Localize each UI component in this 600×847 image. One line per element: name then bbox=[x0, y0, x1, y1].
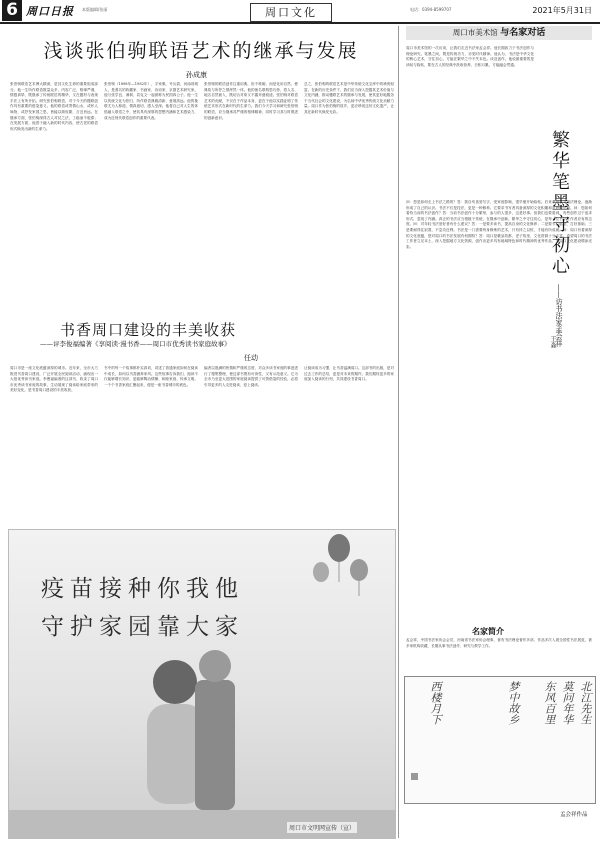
balloon-icon bbox=[313, 562, 329, 582]
calligraphy-column: 莫问年华 bbox=[561, 681, 574, 725]
article1-byline: 孙成康 bbox=[186, 71, 207, 79]
paper-name: 周口日报 bbox=[26, 5, 74, 18]
article2-title: 书香周口建设的丰美收获 bbox=[60, 321, 237, 339]
slogan-line-1: 疫苗接种你我他 bbox=[41, 576, 244, 602]
interview-subheading: ——访书法家孟会祥 bbox=[555, 284, 563, 347]
balloon-icon bbox=[350, 559, 368, 581]
article2-column-3: 编者以饱满的热情和严谨的态度，对众多读书家庭的事迹进行了搜集整理，使这部书既有可读性，又有示范意义。它为全市乃至更大范围的家庭阅读提供了可资借鉴的经验，必将引导更多的人走进阅读、爱上阅读。 bbox=[204, 366, 298, 387]
article2-column-4: 让阅读成为习惯，让书香溢满周口。这部书的出版，是对过去工作的总结，更是对未来的期许。我们期待更多的家庭加入阅读的行列，共同建设书香周口。 bbox=[304, 366, 394, 382]
title-main: 与名家对话 bbox=[500, 28, 546, 38]
article2-column-2: 书中的每一个故事都朴实真切，讲述了普通家庭如何在阅读中成长，如何以书香涵养家风。这些故事告诉我们，阅读不仅能够增长知识，更能够陶冶情操、和睦家庭、传承文明。一个个书香家庭汇聚起来，便是一座书香城市的底色。 bbox=[104, 366, 198, 387]
calligraphy-artwork bbox=[404, 676, 596, 804]
bio-text: 孟会祥，中国书法家协会会员，河南省书法家协会理事，著有书法理论著作多部，作品多次入展全国性书法展览，被多家机构收藏，长期从事书法创作、研究与教学工作。 bbox=[406, 638, 592, 648]
article2-column-1: 周口市是一座文化底蕴深厚的城市。近年来，全市大力推进书香周口建设，广泛开展全民阅读活动，涌现出一大批优秀读书家庭。李俊福编著的这部书，收录了周口市优秀读书家庭的故事，生动展现了阅读给家庭带来的美好变化，是书香周口建设的丰美收获。 bbox=[10, 366, 98, 393]
poster-credit: 周口市文明网宣传（宣） bbox=[287, 822, 357, 833]
section-title: 周口文化 bbox=[250, 3, 332, 22]
calligraphy-caption: 孟会祥作品 bbox=[560, 812, 588, 818]
calligraphy-column: 东风百里 bbox=[543, 681, 556, 725]
column-divider bbox=[398, 26, 399, 838]
nurse-figure bbox=[153, 660, 197, 704]
article2-byline: 任动 bbox=[244, 354, 258, 362]
masthead bbox=[0, 0, 600, 24]
article2-subtitle: ——评李俊福编著《享阅读·漫书香——周口市优秀读书家庭故事》 bbox=[40, 340, 231, 348]
article1-headline: 浅谈张伯驹联语艺术的继承与发展 bbox=[43, 40, 359, 62]
interview-author: 王淼 bbox=[549, 336, 556, 348]
phone-note: 电话：0394-8599707 bbox=[410, 7, 452, 12]
interview-body: 问：您是如何走上书法之路的？答：我自幼喜爱写字，受家庭影响，很早便开始临帖。后来系统学习书法理论，逐渐形成了自己的认识。书法不仅是技法，更是一种修养。它要求书写者具备深厚的文化积累和高尚的品格。问：您如何看待当前的书法创作？答：当前书法创作十分繁荣，参与的人很多，这是好事。但我们也要看到，有些创作过于追求形式，忽视了内涵。真正的书法应当根植于传统，在继承中创新。繁华之中守住初心，是每一位书法工作者应有的态度。问：对年轻书法爱好者有什么建议？答：一是要多读书，提高自身的文化修养；二是要专心临帖，打好基础；三是要耐得住寂寞，不急功近利。书法是一门需要终身修炼的艺术，只有持之以恒，才能有所成就。问：周口有着深厚的文化底蕴，您对周口的书法发展有何期待？答：周口是羲皇故都、老子故里，文化资源十分丰富。希望周口的书法工作者立足本土，深入挖掘地方文化资源，创作出更多具有地域特色和时代精神的优秀作品，为周口文化建设增添光彩。 bbox=[406, 200, 592, 249]
doctor-figure bbox=[195, 680, 235, 810]
issue-date: 2021年5月31日 bbox=[532, 6, 592, 15]
editor-note: 本版编辑/张丽 bbox=[82, 7, 108, 12]
interview-heading: 繁华笔墨守初心 bbox=[549, 130, 570, 277]
article1-column-1: 张伯驹联语艺术博大精深，是其文化生命的重要组成部分。他一生所作联语数量众多，内容广泛，格律严谨，情感真挚，既继承了传统联语的精华，又在题材与表现手法上有所开拓。研究张伯驹联语，对于今天的楹联创作具有重要的借鉴意义。他的联语或寄情山水，或怀人咏物，或抒发家国之思，皆能以简驭繁，言近旨远。在继承方面，张伯驹深得古人对仗之法，工稳而不板滞；在发展方面，他善于融入新的时代内容，使古老的联语形式焕发出新的生命力。 bbox=[10, 82, 98, 131]
calligraphy-column: 梦中故乡 bbox=[507, 681, 520, 725]
article1-column-2: 张伯驹（1898年—1982年），字家骐，号丛碧，河南项城人，是著名的收藏家、书画家、诗词家、京剧艺术研究家。他与张学良、溥侗、袁克文一起被称为民国四公子。他一生以传统文化为依归，所作联语典雅清新，意境高远。他的挽联尤为人称道，情真意切，感人至深。他将自己对人生的体悟融入联语之中，使其具有深厚的思想内涵和艺术感染力，成为近现代联语创作的重要代表。 bbox=[104, 82, 198, 120]
article1-column-4: 总之，张伯驹的联语艺术是中华传统文化宝库中的珍贵财富。在新的历史条件下，我们应当深入挖掘其艺术价值与文化内涵，推动楹联艺术的继承与发展，使其更好地服务于当代社会的文化建设，为弘扬中华优秀传统文化贡献力量。周口作为张伯驹的故乡，更应珍视这份文化遗产，让其在新时代焕发光彩。 bbox=[304, 82, 394, 114]
bio-heading: 名家简介 bbox=[472, 626, 504, 636]
vaccine-poster bbox=[8, 529, 396, 839]
calligraphy-column: 北江先生 bbox=[579, 681, 592, 725]
interview-intro: 周口市美术馆的一次访谈，让我们走近书法家孟会祥。他长期致力于书法创作与理论研究，笔墨之间，既见传统功力，亦见时代精神。他认为，书法是中华文化的核心艺术，守住初心，方能在繁华之中不失本色。谈及创作，他说最重要的是读帖与临帖，要在古人的经典中汲取营养，日积月累，方能融会贯通。 bbox=[406, 46, 534, 67]
interview-column-title bbox=[406, 26, 592, 40]
balloon-icon bbox=[328, 534, 350, 562]
seal-stamp-icon bbox=[411, 773, 418, 780]
calligraphy-column: 西楼月下 bbox=[429, 681, 442, 725]
slogan-line-2: 守护家园靠大家 bbox=[41, 614, 244, 640]
title-prefix: 周口市美术馆 bbox=[452, 28, 498, 37]
article1-column-3: 张伯驹的联语创作注重用典，但不堆砌，而是化用自然，使典故与所抒之情浑然一体。他的嵌名联构思巧妙，将人名、地名自然嵌入，既切合对象又不露斧凿痕迹。张伯驹对联语艺术的贡献，不仅在于作品本身，更在于他以实践证明了传统艺术形式在新时代的生命力。我们今天学习和研究张伯驹的联语，应当继承其严谨的格律精神，同时学习其与时俱进的创新意识。 bbox=[204, 82, 298, 120]
page-number: 6 bbox=[2, 0, 22, 21]
